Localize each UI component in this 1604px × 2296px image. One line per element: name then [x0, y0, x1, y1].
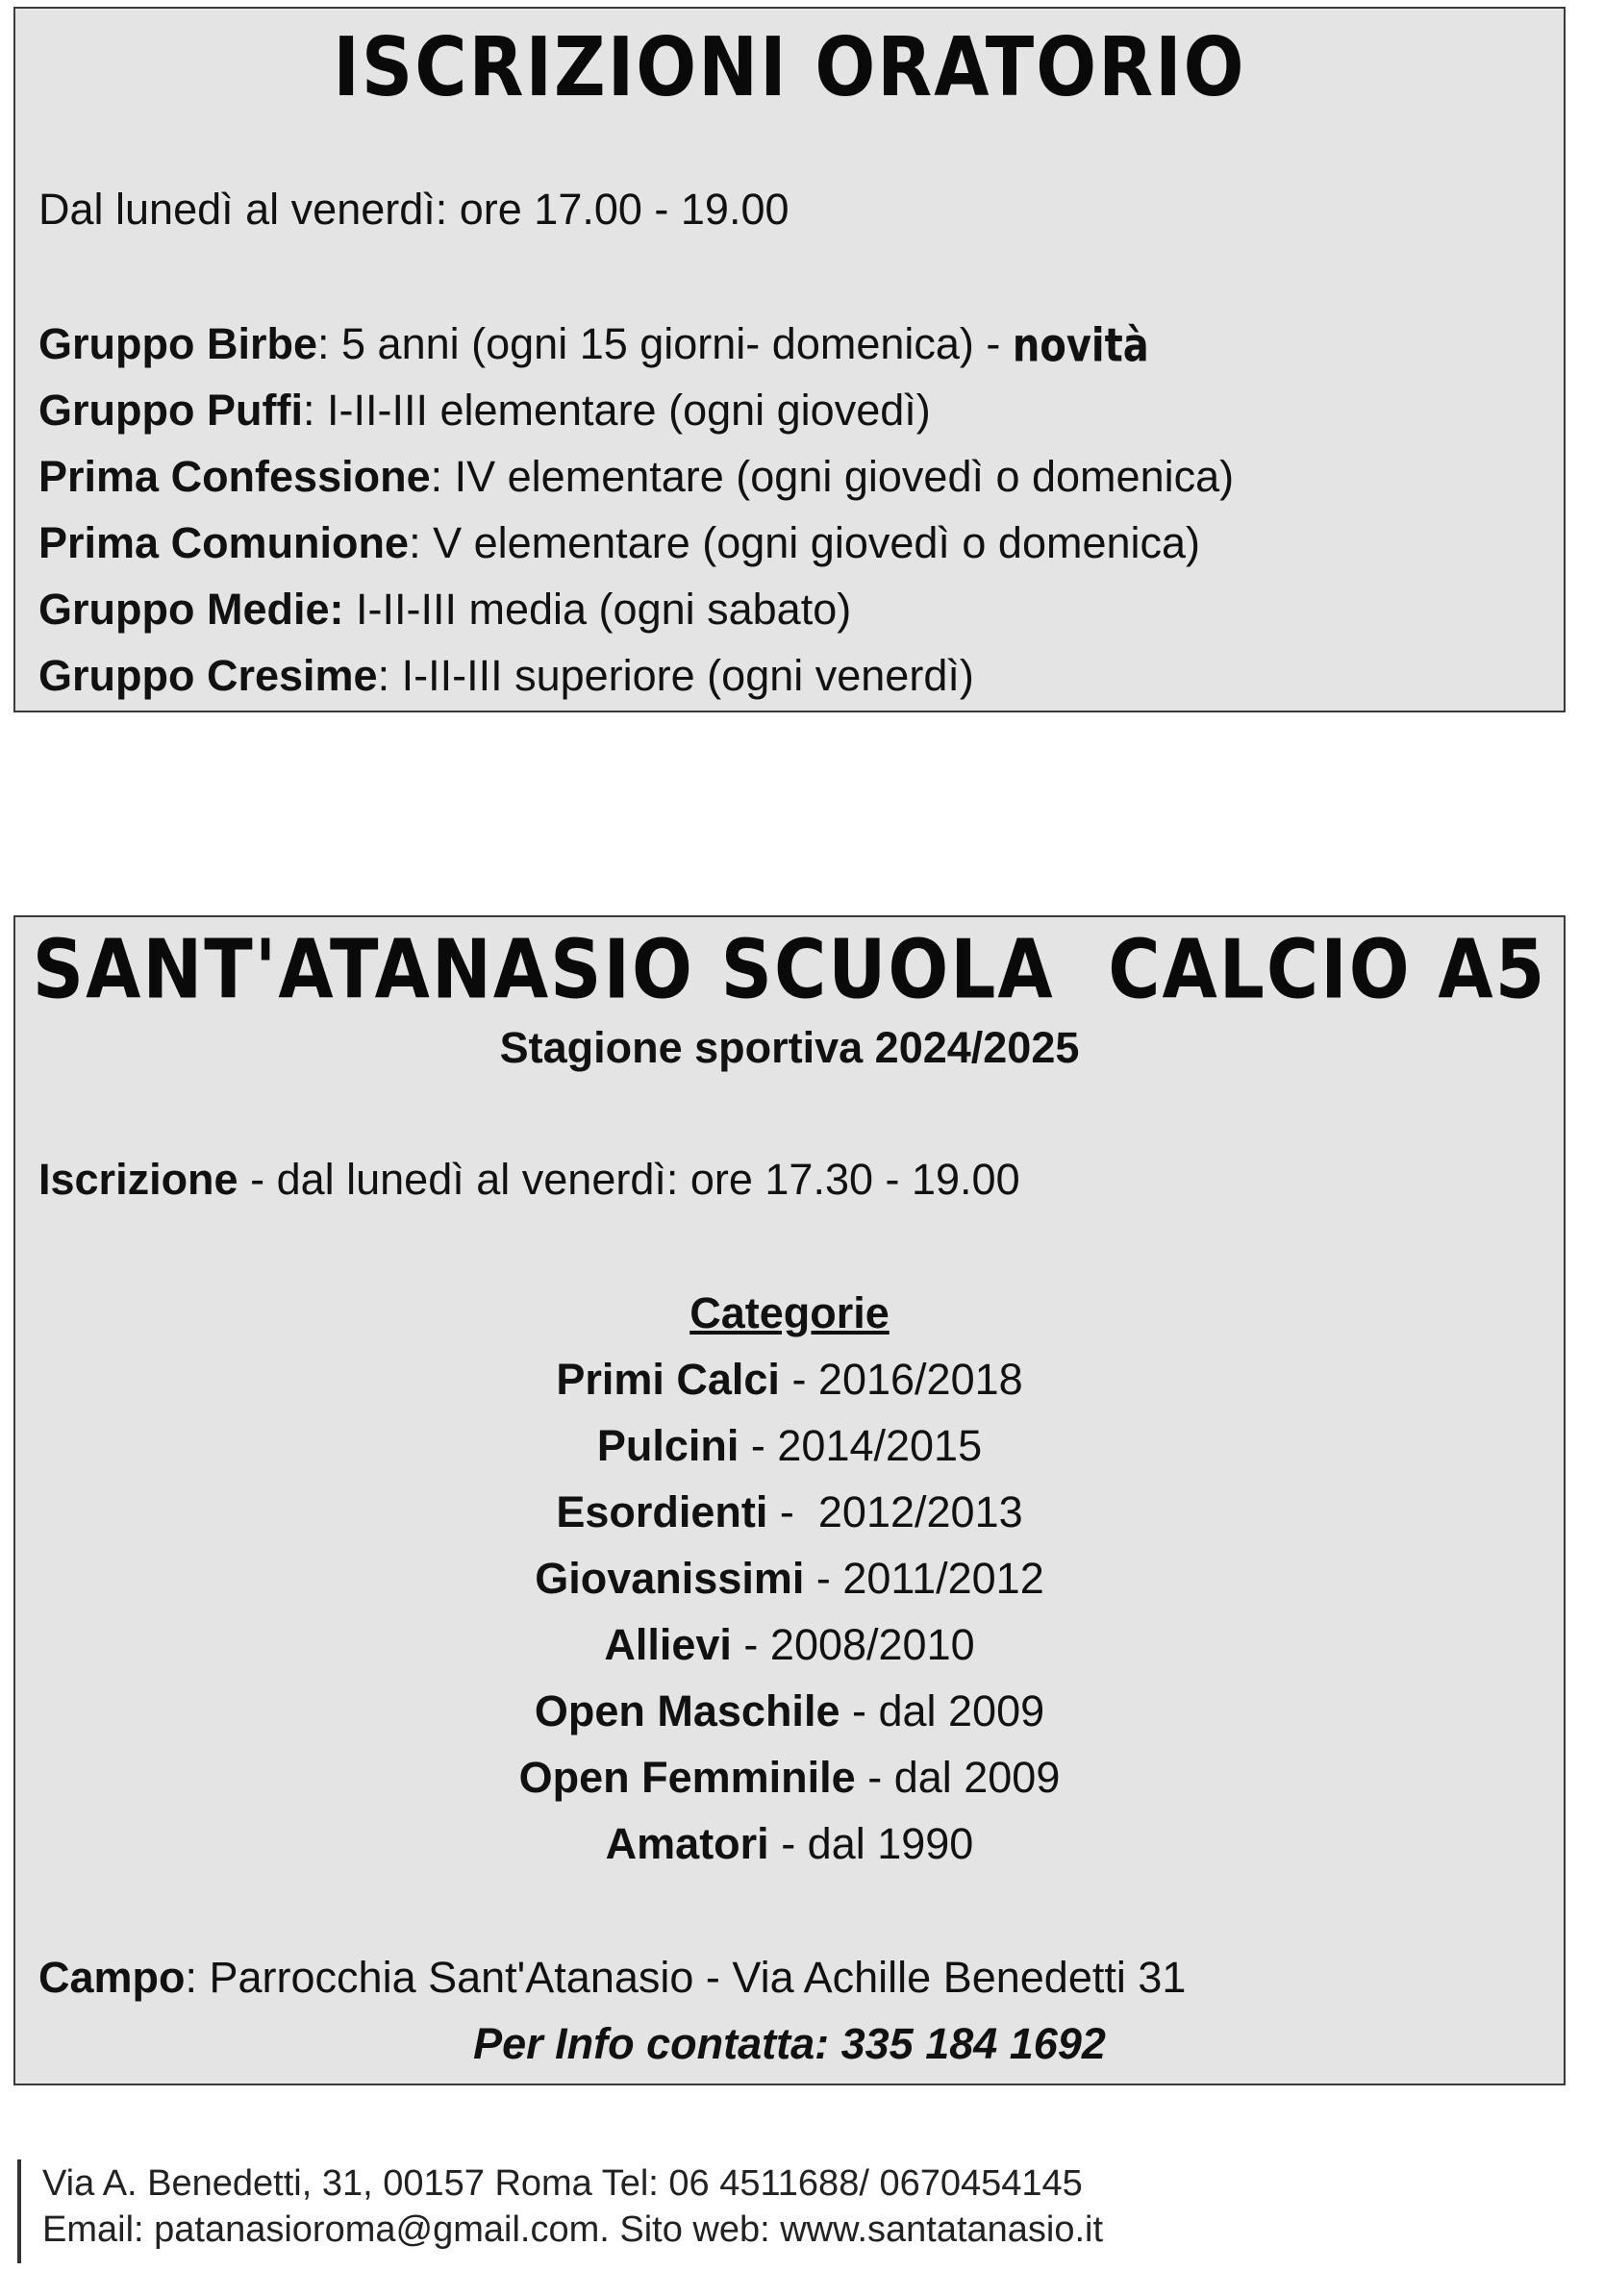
group-name: Gruppo Medie: — [38, 585, 344, 634]
category-name: Open Maschile — [534, 1686, 840, 1735]
category-row — [38, 1355, 1541, 1405]
group-desc: 5 anni (ogni 15 giorni- domenica) - — [341, 319, 1013, 368]
calcio-box — [13, 915, 1566, 2085]
group-row — [38, 319, 1541, 373]
categories-heading-text: Categorie — [689, 1288, 890, 1337]
season-subtitle: Stagione sportiva 2024/2025 — [499, 1023, 1080, 1072]
iscrizione-text: - dal lunedì al venerdì: ore 17.30 - 19.00 — [238, 1155, 1020, 1204]
group-desc: IV elementare (ogni giovedì o domenica) — [454, 452, 1235, 501]
category-years: - dal 2009 — [840, 1686, 1045, 1735]
category-row — [38, 1620, 1541, 1670]
campo-text: : Parrocchia Sant'Atanasio - Via Achille Benedetti 31 — [185, 1953, 1187, 2002]
group-name: Prima Confessione — [38, 452, 431, 501]
category-name: Esordienti — [556, 1487, 768, 1536]
category-name: Pulcini — [596, 1421, 739, 1470]
group-name: Gruppo Puffi — [38, 386, 303, 435]
group-row — [38, 452, 1541, 502]
oratorio-box — [13, 7, 1566, 712]
category-years: - dal 2009 — [855, 1753, 1061, 1802]
campo-line — [38, 1953, 1541, 2003]
category-years: - 2008/2010 — [731, 1620, 975, 1669]
calcio-title: SANT'ATANASIO SCUOLA CALCIO A5 — [32, 922, 1547, 1018]
category-row — [38, 1554, 1541, 1604]
category-years: - 2011/2012 — [804, 1554, 1044, 1603]
group-name: Prima Comunione — [38, 518, 410, 567]
group-sep: : — [409, 518, 434, 567]
info-contact: Per Info contatta: 335 184 1692 — [473, 2019, 1106, 2068]
category-name: Primi Calci — [556, 1355, 780, 1404]
group-row — [38, 386, 1541, 436]
category-name: Open Femminile — [518, 1753, 856, 1802]
category-row — [38, 1686, 1541, 1736]
group-row — [38, 651, 1541, 701]
category-row — [38, 1819, 1541, 1869]
category-row — [38, 1487, 1541, 1537]
group-desc: V elementare (ogni giovedì o domenica) — [433, 518, 1201, 567]
category-row — [38, 1753, 1541, 1803]
category-name: Amatori — [605, 1819, 769, 1868]
categories-heading — [38, 1288, 1541, 1338]
group-desc: I-II-III media (ogni sabato) — [356, 585, 852, 634]
group-row — [38, 585, 1541, 635]
category-years: - 2014/2015 — [739, 1421, 983, 1470]
footer-address: Via A. Benedetti, 31, 00157 Roma Tel: 06 4511688/ 0670454145 — [42, 2163, 1083, 2204]
iscrizione-label: Iscrizione — [38, 1155, 238, 1204]
category-years: - dal 1990 — [768, 1819, 974, 1868]
category-row — [38, 1421, 1541, 1471]
oratorio-hours: Dal lunedì al venerdì: ore 17.00 - 19.00 — [38, 185, 789, 234]
group-row — [38, 518, 1541, 568]
group-name: Gruppo Cresime — [38, 651, 378, 700]
group-sep: : — [302, 386, 327, 435]
group-sep: : — [317, 319, 342, 368]
oratorio-title: ISCRIZIONI ORATORIO — [333, 19, 1246, 115]
iscrizione-line — [38, 1155, 1541, 1205]
category-name: Allievi — [604, 1620, 732, 1669]
group-sep: : — [377, 651, 402, 700]
group-sep: : — [430, 452, 455, 501]
footer-contacts: Email: patanasioroma@gmail.com. Sito web: www.santatanasio.it — [42, 2209, 1104, 2250]
campo-label: Campo — [38, 1953, 186, 2002]
group-desc: I-II-III elementare (ogni giovedì) — [326, 386, 931, 435]
footer-rule — [17, 2159, 21, 2263]
group-sep — [343, 585, 356, 634]
category-years: - 2012/2013 — [767, 1487, 1023, 1536]
category-years: - 2016/2018 — [779, 1355, 1023, 1404]
category-name: Giovanissimi — [535, 1554, 805, 1603]
group-name: Gruppo Birbe — [38, 319, 317, 368]
novita-badge: novità — [1012, 319, 1149, 373]
group-desc: I-II-III superiore (ogni venerdì) — [401, 651, 974, 700]
